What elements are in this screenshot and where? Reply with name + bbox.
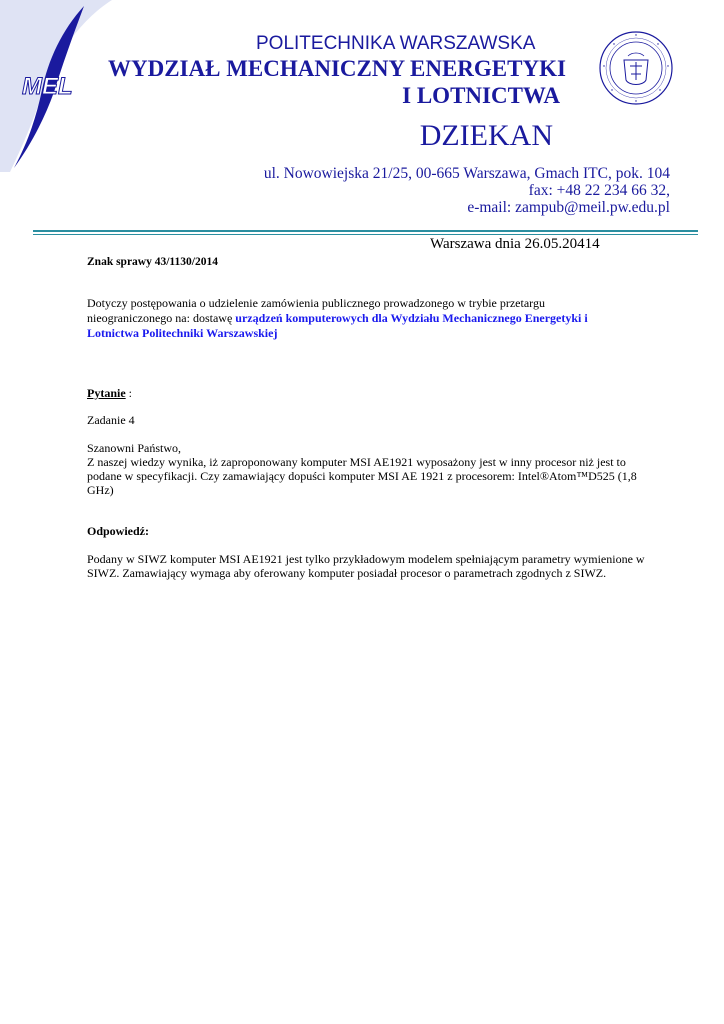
subject-paragraph xyxy=(87,296,632,341)
header-divider-thin xyxy=(33,234,698,235)
office-title: DZIEKAN xyxy=(419,119,553,152)
answer-heading: Odpowiedź: xyxy=(87,524,150,538)
fax-line: fax: +48 22 234 66 32, xyxy=(528,182,670,199)
header-divider xyxy=(33,230,698,232)
question-heading xyxy=(87,386,132,401)
address-line: ul. Nowowiejska 21/25, 00-665 Warszawa, Gmach ITC, pok. 104 xyxy=(263,165,670,182)
question-label: Pytanie xyxy=(87,386,126,400)
faculty-name-line-2: I LOTNICTWA xyxy=(402,83,560,108)
email-line[interactable]: e-mail: zampub@meil.pw.edu.pl xyxy=(467,199,670,216)
subject-highlight: urządzeń komputerowych dla Wydziału Mechanicznego Energetyki i Lotnictwa Politechniki Warszawskiej xyxy=(87,311,588,340)
university-name: POLITECHNIKA WARSZAWSKA xyxy=(256,33,536,54)
greeting-line: Szanowni Państwo, xyxy=(87,441,181,455)
university-seal-icon xyxy=(598,30,674,106)
case-number: Znak sprawy 43/1130/2014 xyxy=(87,256,218,268)
logo-text: MEL xyxy=(22,73,73,100)
date-line: Warszawa dnia 26.05.20414 xyxy=(430,236,600,252)
question-text: Z naszej wiedzy wynika, iż zaproponowany komputer MSI AE1921 wyposażony jest w inny procesor niż jest to podane w specyfikacji. Czy zamawiający dopuści komputer MSI AE 1921 z procesorem: Intel®Atom™D525 (1,8 GHz) xyxy=(87,455,637,497)
task-line: Zadanie 4 xyxy=(87,413,135,427)
faculty-name-line-1: WYDZIAŁ MECHANICZNY ENERGETYKI xyxy=(108,56,566,81)
answer-text: Podany w SIWZ komputer MSI AE1921 jest tylko przykładowym modelem spełniającym parametry wymienione w SIWZ. Zamawiający wymaga aby oferowany komputer posiadał procesor o parametrach zgodnych z SIWZ. xyxy=(87,552,645,580)
subject-text: Dotyczy postępowania o udzielenie zamówienia publicznego prowadzonego w trybie przetargu nieograniczonego na: dostawę xyxy=(87,296,545,325)
question-colon: : xyxy=(125,386,133,400)
mel-logo xyxy=(0,0,112,172)
